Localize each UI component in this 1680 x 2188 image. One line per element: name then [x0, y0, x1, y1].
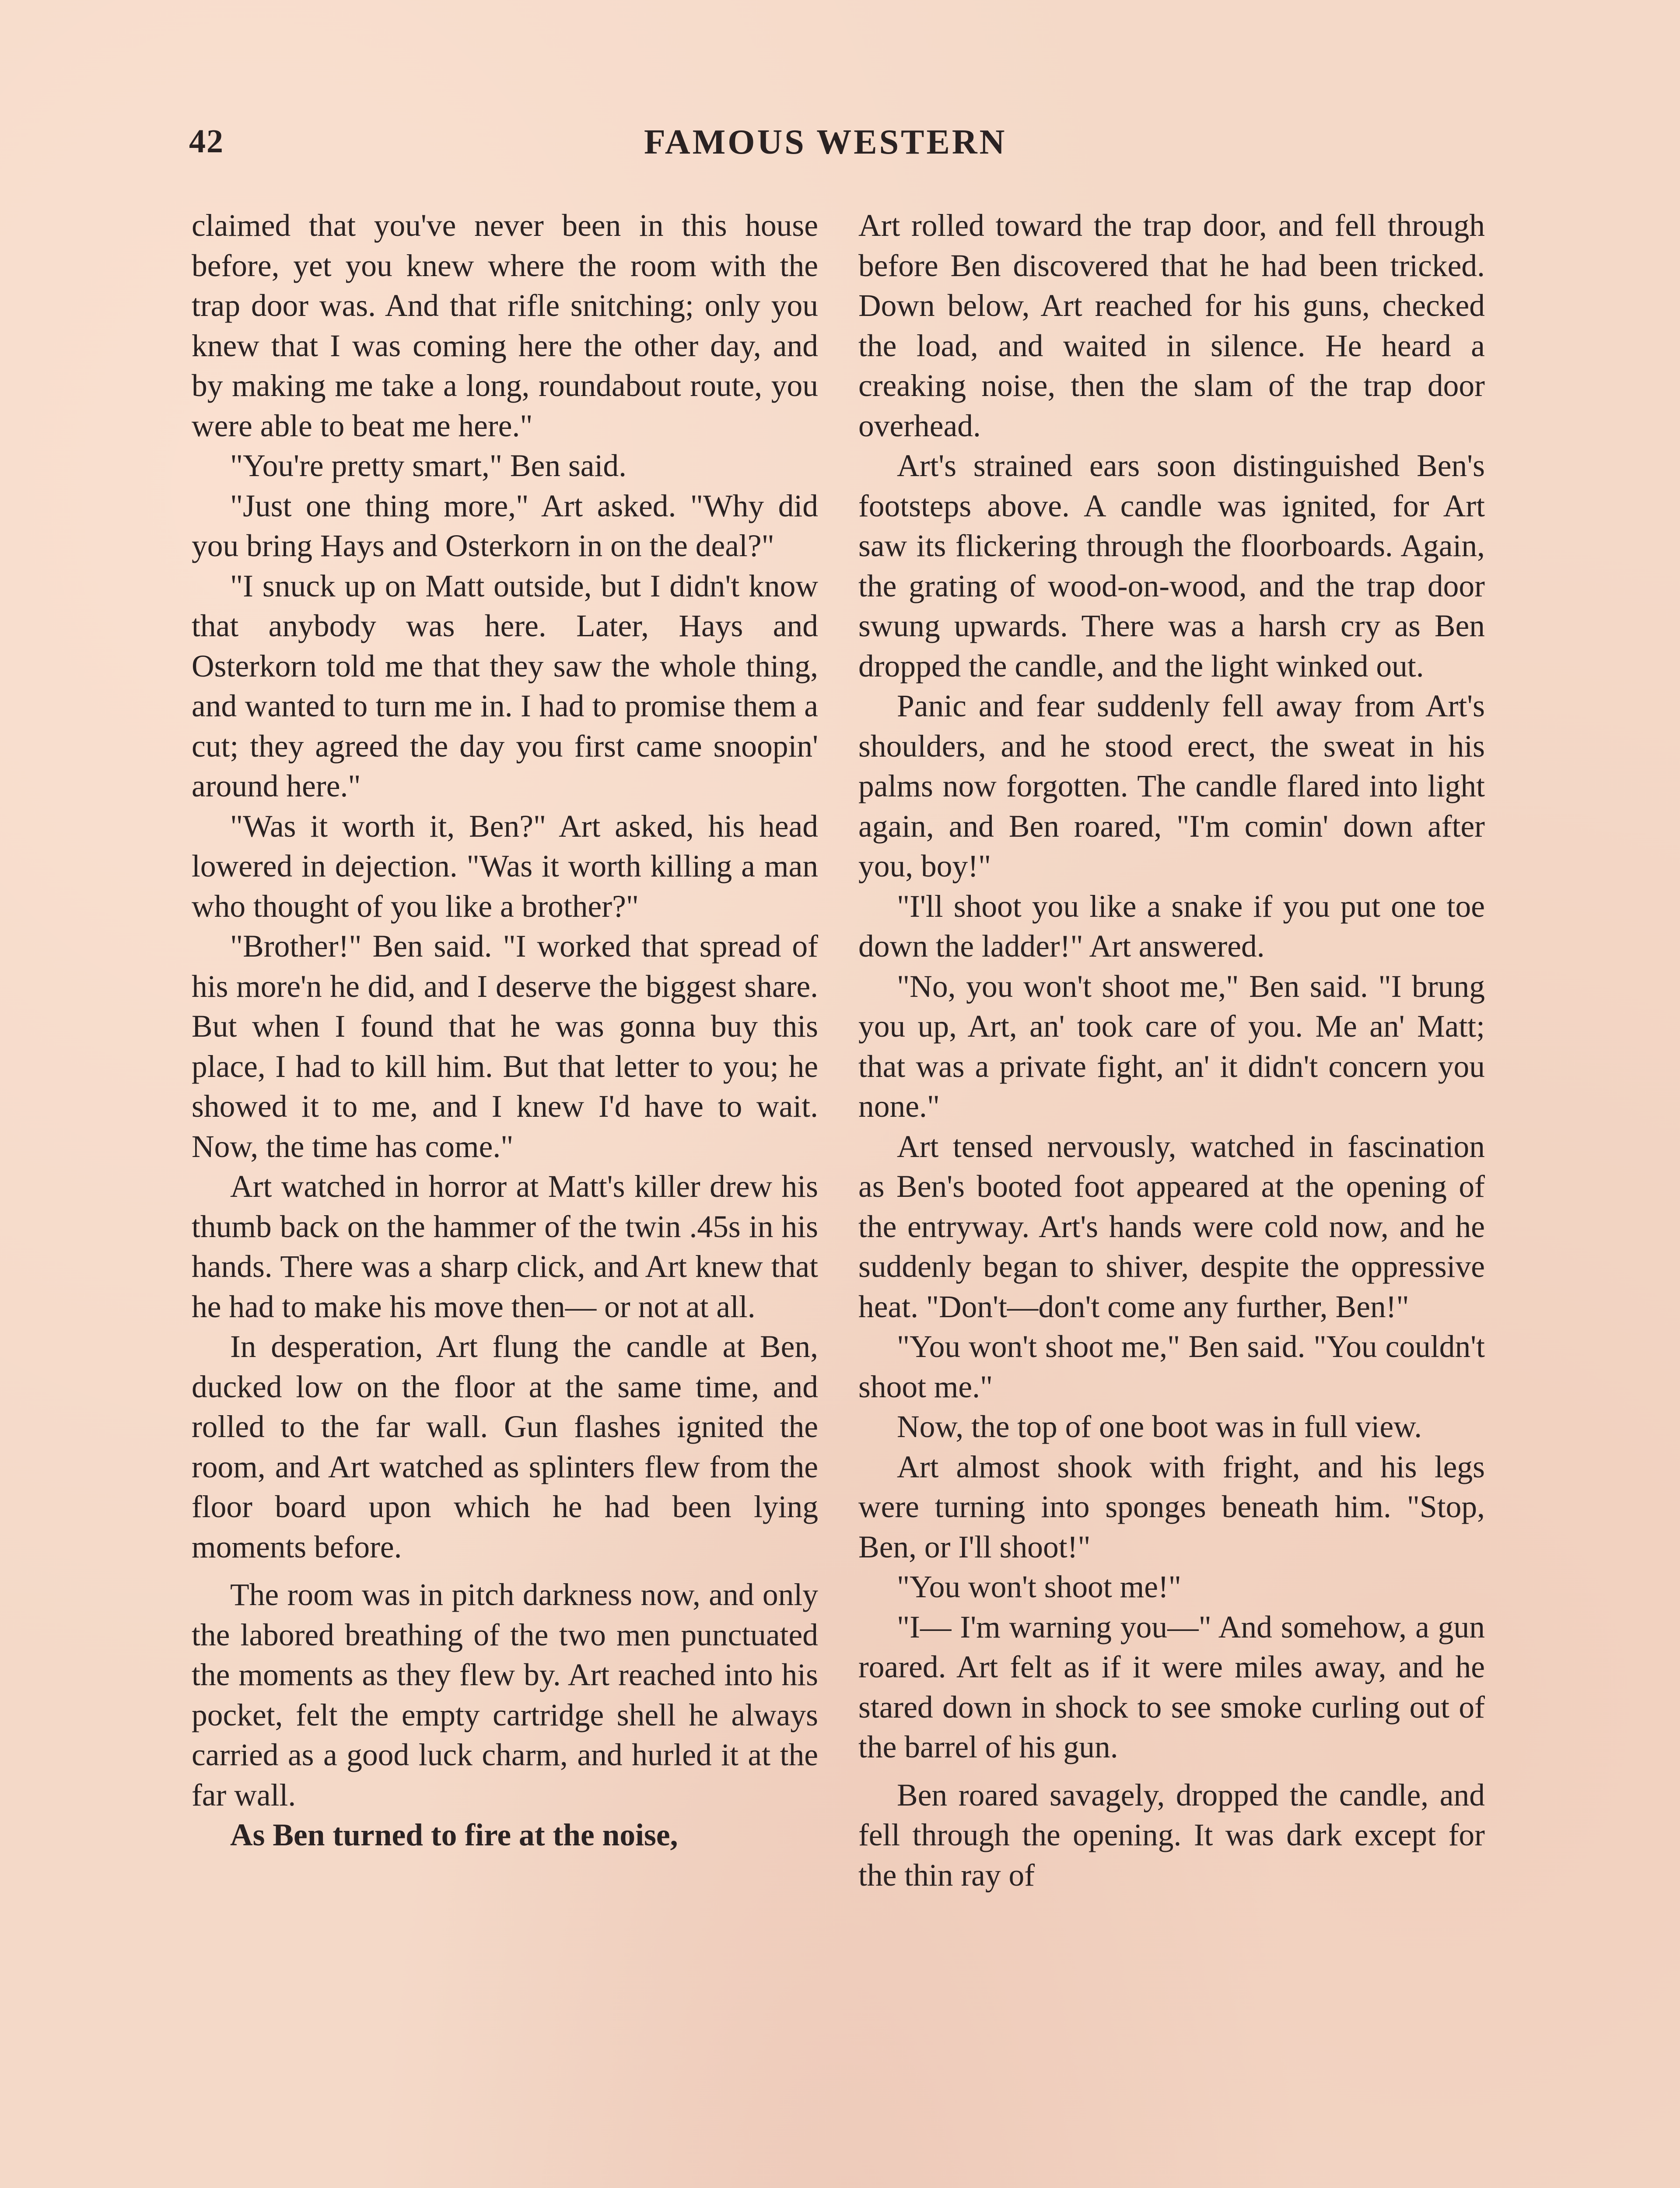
page-number: 42 — [189, 123, 224, 160]
paragraph: Art tensed nervously, watched in fascination as Ben's booted foot appeared at the opening of the entryway. Art's hands were cold now, and he suddenly began to shiver, despite the oppressive heat. "Don't—don't come any further, Ben!" — [858, 1129, 1485, 1324]
paragraph: "You won't shoot me," Ben said. "You couldn't shoot me." — [858, 1329, 1485, 1404]
paragraph: "Just one thing more," Art asked. "Why did you bring Hays and Osterkorn in on the deal?" — [192, 488, 818, 563]
paragraph: "You won't shoot me!" — [897, 1570, 1181, 1604]
paragraph: As Ben turned to fire at the noise, — [230, 1818, 678, 1852]
paragraph: Art rolled toward the trap door, and fell through before Ben discovered that he had been tricked. Down below, Art reached for his guns, checked the load, and waited in silence. He heard a creaking noise, then the slam of the trap door overhead. — [858, 208, 1485, 443]
paragraph: "I— I'm warning you—" And somehow, a gun roared. Art felt as if it were miles away, and he stared down in shock to see smoke curling out of the barrel of his gun. — [858, 1609, 1485, 1764]
paragraph: Ben roared savagely, dropped the candle, and fell through the opening. It was dark except for the thin ray of — [858, 1778, 1485, 1893]
paragraph: "Brother!" Ben said. "I worked that spread of his more'n he did, and I deserve the biggest share. But when I found that he was gonna buy this place, I had to kill him. But that letter to you; he showed it to me, and I knew I'd have to wait. Now, the time has come." — [192, 929, 818, 1164]
right-column — [858, 206, 1485, 1895]
paragraph: Art almost shook with fright, and his legs were turning into sponges beneath him. "Stop, Ben, or I'll shoot!" — [858, 1449, 1485, 1564]
paragraph: claimed that you've never been in this house before, yet you knew where the room with the trap door was. And that rifle snitching; only you knew that I was coming here the other day, and by making me take a long, roundabout route, you were able to beat me here." — [192, 208, 818, 443]
paragraph: Panic and fear suddenly fell away from Art's shoulders, and he stood erect, the sweat in his palms now forgotten. The candle flared into light again, and Ben roared, "I'm comin' down after you, boy!" — [858, 689, 1485, 884]
paragraph: Art watched in horror at Matt's killer drew his thumb back on the hammer of the twin .45s in his hands. There was a sharp click, and Art knew that he had to make his move then— or not at all. — [192, 1169, 818, 1324]
paragraph: Art's strained ears soon distinguished Ben's footsteps above. A candle was ignited, for Art saw its flickering through the floorboards. Again, the grating of wood-on-wood, and the trap door swung upwards. There was a harsh cry as Ben dropped the candle, and the light winked out. — [858, 449, 1485, 684]
paragraph: "I snuck up on Matt outside, but I didn't know that anybody was here. Later, Hays and Osterkorn told me that they saw the whole thing, and wanted to turn me in. I had to promise them a cut; they agreed the day you first came snoopin' around here." — [192, 568, 818, 803]
page-header — [189, 123, 1488, 166]
paragraph: The room was in pitch darkness now, and only the labored breathing of the two men punctuated the moments as they flew by. Art reached into his pocket, felt the empty cartridge shell he always carried as a good luck charm, and hurled it at the far wall. — [192, 1578, 818, 1813]
paragraph: "I'll shoot you like a snake if you put one toe down the ladder!" Art answered. — [858, 889, 1485, 964]
paragraph: Now, the top of one boot was in full view. — [897, 1410, 1422, 1444]
running-title: FAMOUS WESTERN — [644, 123, 1007, 161]
paragraph: "You're pretty smart," Ben said. — [230, 449, 627, 483]
paragraph: In desperation, Art flung the candle at Ben, ducked low on the floor at the same time, and rolled to the far wall. Gun flashes ignited the room, and Art watched as splinters flew from the floor board upon which he had been lying moments before. — [192, 1329, 818, 1564]
paragraph: "No, you won't shoot me," Ben said. "I brung you up, Art, an' took care of you. Me an' Matt; that was a private fight, an' it didn't concern you none." — [858, 969, 1485, 1124]
left-column — [192, 206, 818, 1855]
paragraph: "Was it worth it, Ben?" Art asked, his head lowered in dejection. "Was it worth killing a man who thought of you like a brother?" — [192, 809, 818, 924]
